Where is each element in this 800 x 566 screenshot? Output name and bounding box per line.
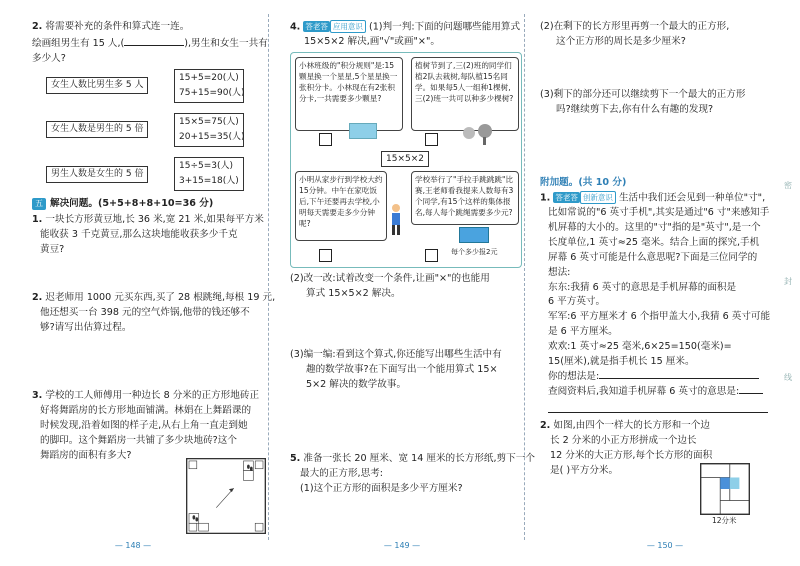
q4-heading xyxy=(290,20,522,35)
expr-3b: 3+15=18(人) xyxy=(179,175,239,186)
bonus-q1-body xyxy=(540,206,770,413)
expr-3a: 15÷5=3(人) xyxy=(179,160,234,171)
scenario-3: 小明从家步行到学校大约15分钟。中午在家吃饭后,下午还要再去学校,小明每天需要走多少分钟呢? xyxy=(295,171,387,241)
judge-diagram xyxy=(290,52,522,268)
condition-2[interactable]: 女生人数是男生的 5 倍 xyxy=(46,121,148,138)
q4-number: 4. xyxy=(290,21,301,33)
figure-width-label: 12分米 xyxy=(712,516,737,525)
boy-walking-icon xyxy=(387,203,405,237)
q5-3-l2: 吗?继续剪下去,你有什么有趣的发现? xyxy=(556,103,714,115)
bonus-l5: 屏幕 6 英寸可能是什么意思呢?下面是三位同学的 xyxy=(548,251,758,263)
formula-box: 15×5×2 xyxy=(381,151,429,167)
matching-area xyxy=(32,69,258,193)
bonus-l12: 15(厘米),就是指手机长 15 厘米。 xyxy=(548,355,695,367)
bonus-tag-skill: 创新意识 xyxy=(580,191,616,204)
idea-input-line[interactable] xyxy=(599,378,759,379)
p1-l3: 黄豆? xyxy=(40,244,65,256)
bonus-q1-number: 1. xyxy=(540,192,551,204)
p1-l2: 能收获 3 千克黄豆,那么这块地能收获多少千克 xyxy=(40,229,238,241)
q4-3-l1: (3)编一编:看到这个算式,你还能写出哪些生活中有 xyxy=(290,349,502,361)
jump-rope-icon xyxy=(459,227,489,243)
expr-2b: 20+15=35(人) xyxy=(179,131,245,142)
bq2-l4: 是( )平方分米。 xyxy=(550,464,619,476)
price-label: 每个多少报2元 xyxy=(451,248,498,257)
bonus-l4: 长度单位,1 英寸≈25 毫米。结合上面的探究,手机 xyxy=(548,236,760,248)
bq2-l2: 长 2 分米的小正方形拼成一个边长 xyxy=(550,435,697,447)
bonus-l3: 机屏幕的大小的。这里的"寸"指的是"英寸",是一个 xyxy=(548,222,761,234)
q5 xyxy=(290,452,535,497)
q5-l3: (1)这个正方形的面积是多少平方厘米? xyxy=(300,482,463,494)
bonus-l14: 查阅资料后,我知道手机屏幕 6 英寸的意思是: xyxy=(548,385,740,397)
meaning-input-line-2[interactable] xyxy=(548,399,768,413)
problem-1 xyxy=(32,213,264,291)
q4-2-l1: (2)改一改:试着改变一个条件,让画"×"的也能用 xyxy=(290,273,490,285)
expr-1a: 15+5=20(人) xyxy=(179,72,239,83)
p3-l4: 的脚印。这个舞蹈房一共铺了多少块地砖?这个 xyxy=(40,435,237,447)
q2-line1a: 绘画组男生有 15 人,( xyxy=(32,37,125,49)
page-150 xyxy=(530,0,800,566)
section-badge: 五 xyxy=(32,198,46,210)
expr-2a: 15×5=75(人) xyxy=(179,116,239,127)
expression-3[interactable] xyxy=(174,157,244,191)
condition-3[interactable]: 男生人数是女生的 5 倍 xyxy=(46,166,148,183)
q2-line1b: ),男生和女生一共有 xyxy=(184,37,268,49)
q5-number: 5. xyxy=(290,453,301,465)
q2-number: 2. xyxy=(32,21,43,32)
q2-blank[interactable] xyxy=(124,45,184,46)
tag-skill: 应用意识 xyxy=(330,20,366,33)
bonus-tag-answer: 答老答 xyxy=(555,192,578,202)
seal-label-1: 密 xyxy=(784,181,792,190)
expr-1b: 75+15=90(人) xyxy=(179,87,245,98)
q5-2-l2: 这个正方形的周长是多少厘米? xyxy=(556,35,686,47)
p2-l2: 他还想买一台 398 元的空气炸锅,他带的钱还够不 xyxy=(40,307,250,319)
bonus-l11: 欢欢:1 英寸≈25 毫米,6×25=150(毫米)= xyxy=(548,340,732,352)
p2-l3: 够?请写出估算过程。 xyxy=(40,322,132,334)
small-square-highlight xyxy=(720,477,730,489)
scenario-4: 学校举行了"手拉手跳跳跳"比赛,王老师看我提来人数每有3个同学,有15个这样的集体报名,每人每个跳绳需要多少元? xyxy=(411,171,519,225)
floor-tiling-figure xyxy=(186,458,266,534)
q2-intro-text: 将需要补充的条件和算式连一连。 xyxy=(45,21,190,32)
q5-l1: 准备一张长 20 厘米、宽 14 厘米的长方形纸,剪下一个 xyxy=(303,453,535,465)
bonus-l6: 想法: xyxy=(548,266,571,278)
q5-l2: 最大的正方形,思考: xyxy=(300,468,384,480)
checkbox-2[interactable] xyxy=(425,133,438,146)
seal-label-2: 封 xyxy=(784,277,792,286)
bonus-l10: 是 6 平方厘米。 xyxy=(548,326,618,338)
bq2-l3: 12 分米的大正方形,每个长方形的面积 xyxy=(550,450,713,462)
page-number-150: — 150 — xyxy=(646,540,684,550)
checkbox-3[interactable] xyxy=(319,249,332,262)
bonus-l2: 比如常说的"6 英寸手机",其实是通过"6 寸"来感知手 xyxy=(548,207,770,219)
q4-3-l2: 趣的数学故事?在下面写出一个能用算式 15× xyxy=(306,364,498,376)
checkbox-1[interactable] xyxy=(319,133,332,146)
q2-line2: 多少人? xyxy=(32,52,66,64)
bonus-l7: 东东:我猜 6 英寸的意思是手机屏幕的面积是 xyxy=(548,281,737,293)
arrow-icon xyxy=(229,488,234,492)
page-149 xyxy=(276,0,535,566)
q4-part3 xyxy=(290,348,522,452)
q4-part2 xyxy=(290,272,522,348)
problem-1-number: 1. xyxy=(32,214,43,226)
expression-2[interactable] xyxy=(174,113,244,147)
scenario-1: 小林班级的"积分规则"是:15颗星换一个星星,5个星星换一张积分卡。小林现在有2张积分卡,一共需要多少颗星? xyxy=(295,57,403,131)
section-title: 解决问题。(5+5+8+8+10=36 分) xyxy=(50,197,214,209)
square-puzzle-figure xyxy=(700,463,750,515)
section-5-heading xyxy=(32,197,258,212)
meaning-input-line[interactable] xyxy=(739,393,763,394)
tag-answer: 答老答 xyxy=(305,22,328,31)
expression-1[interactable] xyxy=(174,69,244,103)
page-divider-2 xyxy=(524,14,525,540)
star-card-icon xyxy=(349,123,377,139)
p3-l5: 舞蹈房的面积有多大? xyxy=(40,449,132,461)
problem-3 xyxy=(32,389,258,463)
bonus-title: 附加题。(共 10 分) xyxy=(540,177,627,188)
bonus-q1-first xyxy=(540,191,770,206)
checkbox-4[interactable] xyxy=(425,249,438,262)
p3-l3: 时候发现,沿着如图的样子走,从右上角一直走到她 xyxy=(40,420,248,432)
bonus-l1: 生活中我们还会见到一种单位"寸", xyxy=(618,192,766,204)
page-number-149: — 149 — xyxy=(383,540,421,550)
q2-line1 xyxy=(32,37,268,52)
bonus-q2-number: 2. xyxy=(540,420,551,432)
p2-l1: 迟老师用 1000 元买东西,买了 28 根跳绳,每根 19 元, xyxy=(45,292,276,304)
problem-2-number: 2. xyxy=(32,292,43,304)
seal-label-3: 线 xyxy=(784,373,792,382)
rectangle-highlight xyxy=(730,477,740,489)
q5-part2 xyxy=(540,20,770,88)
problem-2 xyxy=(32,291,276,389)
page-number-148: — 148 — xyxy=(114,540,152,550)
bonus-l13: 你的想法是: xyxy=(548,370,600,382)
q5-3-l1: (3)剩下的部分还可以继续剪下一个最大的正方形 xyxy=(540,89,746,100)
q5-part3 xyxy=(540,88,770,156)
q4-3-l3: 5×2 解决的数学故事。 xyxy=(306,378,407,390)
q4-line2: 15×5×2 解决,画"√"或画"×"。 xyxy=(304,36,440,48)
p3-l2: 好将舞蹈房的长方形地面铺满。林娟在上舞蹈课的 xyxy=(40,405,252,417)
q4-2-l2: 算式 15×5×2 解决。 xyxy=(306,288,401,300)
condition-1[interactable]: 女生人数比男生多 5 人 xyxy=(46,77,148,94)
q4-line1: (1)判一判:下面的问题哪些能用算式 xyxy=(368,21,521,33)
p1-l1: 一块长方形黄豆地,长 36 米,宽 21 米,如果每平方米 xyxy=(45,214,264,226)
bq2-l1: 如图,由四个一样大的长方形和一个边 xyxy=(553,420,710,432)
bonus-l8: 6 平方英寸。 xyxy=(548,296,606,308)
q5-2-l1: (2)在剩下的长方形里再剪一个最大的正方形, xyxy=(540,21,730,32)
problem-3-number: 3. xyxy=(32,390,43,402)
p3-l1: 学校的工人师傅用一种边长 8 分米的正方形地砖正 xyxy=(45,390,260,402)
q2-intro xyxy=(32,20,258,35)
tree-planting-icon xyxy=(459,123,499,147)
bonus-l9: 军军:6 平方厘米才 6 个指甲盖大小,我猜 6 英寸可能 xyxy=(548,311,771,323)
page-divider-1 xyxy=(268,14,269,540)
scenario-2: 植树节到了,三(2)班的同学们植2队去栽树,每队植15名同学。如果每5人一组种1棵树,三(2)班一共可以种多少棵树? xyxy=(411,57,519,131)
